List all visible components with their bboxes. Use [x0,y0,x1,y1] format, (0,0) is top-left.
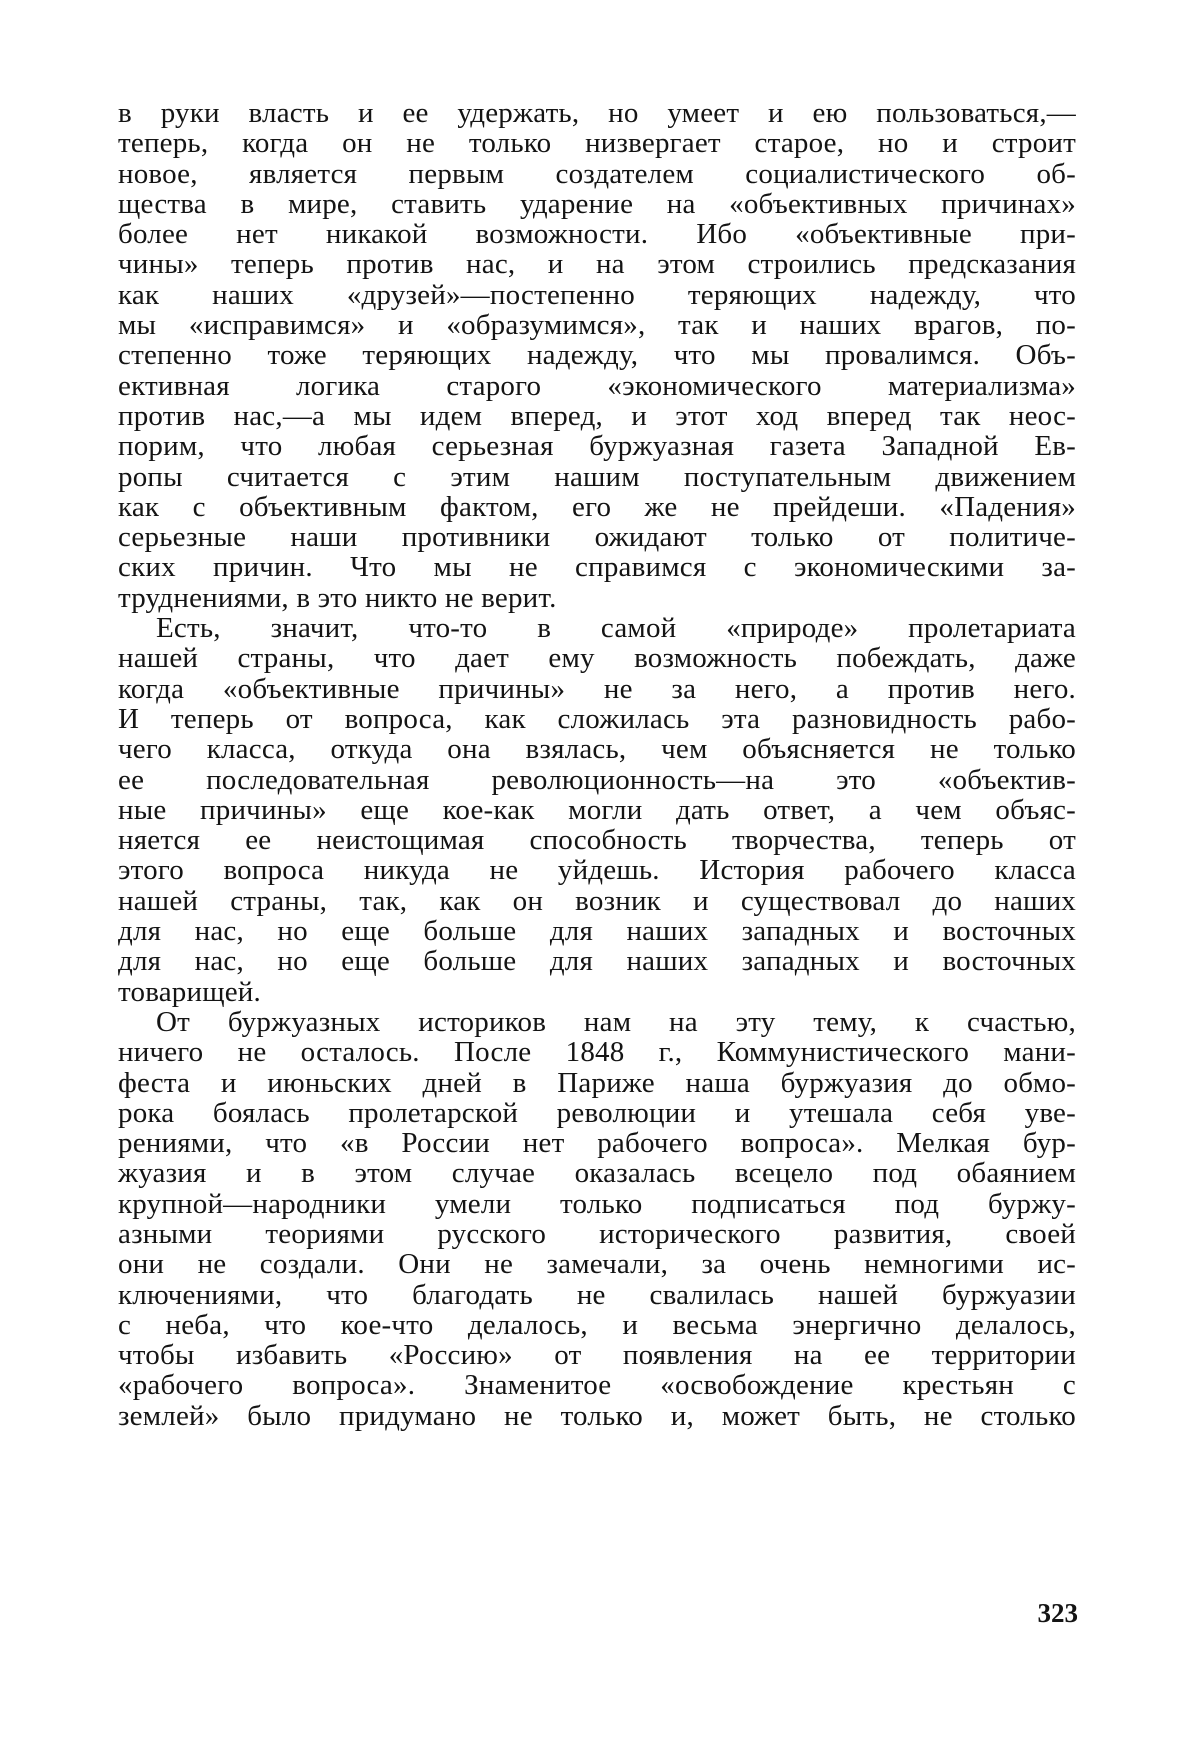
text-line: Есть, значит, что-то в самой «природе» пролетариата [156,612,1076,645]
text-line: От буржуазных историков нам на эту тему, к счастью, [156,1005,1076,1038]
text-line: чего класса, откуда она взялась, чем объясняется не только [118,733,1076,766]
text-line: ропы считается с этим нашим поступательным движением [118,460,1076,493]
text-line: рениями, что «в России нет рабочего вопроса». Мелкая бур- [118,1127,1076,1160]
text-line: порим, что любая серьезная буржуазная газета Западной Ев- [118,430,1076,463]
text-line: мы «исправимся» и «образумимся», так и наших врагов, по- [118,309,1076,342]
text-line: для нас, но еще больше для наших западных и восточных [118,945,1076,978]
text-line: ее последовательная революционность—на это «объектив- [118,763,1076,796]
text-line: в руки власть и ее удержать, но умеет и ею пользоваться,— [118,97,1076,129]
text-line: с неба, что кое-что делалось, и весьма энергично делалось, [118,1308,1076,1341]
text-line: новое, является первым создателем социалистического об- [118,157,1076,190]
text-line: ективная логика старого «экономического материализма» [118,369,1076,402]
text-line: более нет никакой возможности. Ибо «объективные при- [118,218,1076,251]
text-line: чины» теперь против нас, и на этом строились предсказания [118,248,1076,281]
text-line: товарищей. [118,975,261,1008]
text-line: нашей страны, так, как он возник и существовал до наших [118,884,1076,917]
text-line: чтобы избавить «Россию» от появления на ее территории [118,1339,1076,1372]
text-line: крупной—народники умели только подписаться под буржу- [118,1187,1076,1220]
text-line: азными теориями русского исторического развития, своей [118,1217,1076,1250]
text-line: для нас, но еще больше для наших западных и восточных [118,915,1076,948]
page-body-text [118,98,1076,1431]
text-line: землей» было придумано не только и, может быть, не столько [118,1399,1076,1432]
text-line: нашей страны, что дает ему возможность побеждать, даже [118,642,1076,675]
text-line: они не создали. Они не замечали, за очень немногими ис- [118,1248,1076,1281]
text-line: против нас,—а мы идем вперед, и этот ход вперед так неос- [118,399,1076,432]
text-line: степенно тоже теряющих надежду, что мы провалимся. Объ- [118,339,1076,372]
text-line: феста и июньских дней в Париже наша буржуазия до обмо- [118,1066,1076,1099]
text-line: как наших «друзей»—постепенно теряющих надежду, что [118,278,1076,311]
text-line: теперь, когда он не только низвергает старое, но и строит [118,127,1076,160]
text-line: рока боялась пролетарской революции и утешала себя уве- [118,1096,1076,1129]
text-line: труднениями, в это никто не верит. [118,581,557,614]
text-line: И теперь от вопроса, как сложилась эта разновидность рабо- [118,702,1076,735]
page-number: 323 [1037,1598,1078,1628]
text-line: когда «объективные причины» не за него, а против него. [118,672,1076,705]
text-line: ключениями, что благодать не свалилась нашей буржуазии [118,1278,1076,1311]
text-line: этого вопроса никуда не уйдешь. История рабочего класса [118,854,1076,887]
text-line: как с объективным фактом, его же не прейдеши. «Падения» [118,490,1076,523]
text-line: жуазия и в этом случае оказалась всецело под обаянием [118,1157,1076,1190]
text-line: «рабочего вопроса». Знаменитое «освобождение крестьян с [118,1369,1076,1402]
text-line: ских причин. Что мы не справимся с экономическими за- [118,551,1076,584]
text-line: ничего не осталось. После 1848 г., Коммунистического мани- [118,1036,1076,1069]
text-line: ные причины» еще кое-как могли дать ответ, а чем объяс- [118,793,1076,826]
text-line: няется ее неистощимая способность творчества, теперь от [118,824,1076,857]
text-line: серьезные наши противники ожидают только от политиче- [118,521,1076,554]
text-line: щества в мире, ставить ударение на «объективных причинах» [118,187,1076,220]
